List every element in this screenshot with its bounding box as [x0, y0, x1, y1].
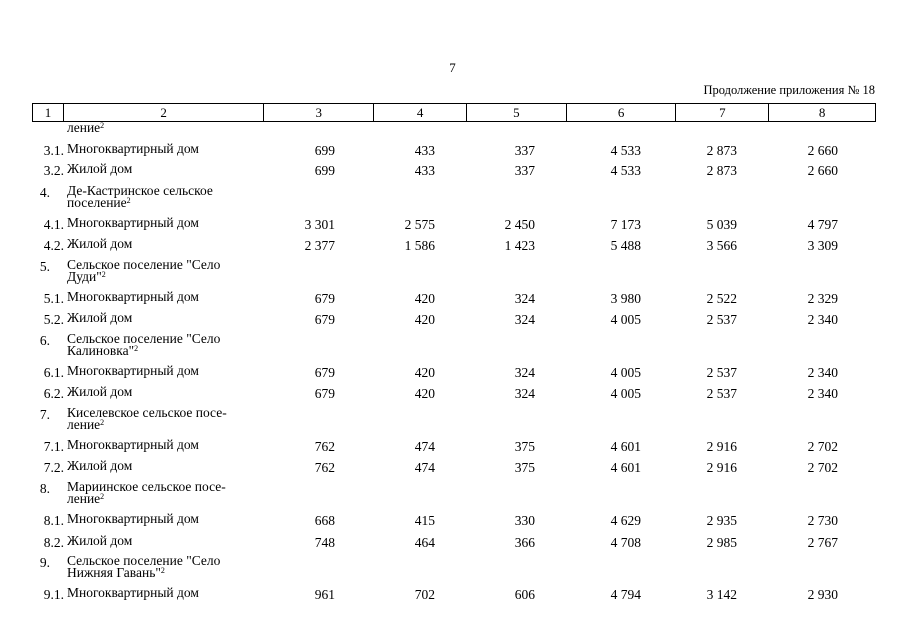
row-number: 5.2.	[43, 312, 64, 327]
value-col-8: 2 930	[807, 587, 838, 602]
row-name	[67, 333, 257, 357]
footnote-marker: 2	[100, 492, 105, 501]
row-number: 8.	[39, 481, 50, 496]
value-col-6: 4 005	[610, 312, 641, 327]
row-name-text: Жилой дом	[67, 310, 133, 325]
footnote-marker: 2	[100, 418, 105, 427]
row-name-text: Многоквартирный дом	[67, 289, 199, 304]
row-name	[67, 259, 257, 283]
footnote-marker: 2	[100, 121, 105, 130]
value-col-4: 420	[414, 291, 435, 306]
row-number: 4.	[39, 185, 50, 200]
row-number: 8.2.	[43, 535, 64, 550]
value-col-5: 337	[514, 163, 535, 178]
row-number: 5.1.	[43, 291, 64, 306]
value-col-8: 2 767	[807, 535, 838, 550]
row-name-text: Жилой дом	[67, 236, 133, 251]
header-cell-3: 3	[263, 104, 373, 121]
row-name	[67, 217, 257, 229]
row-number: 9.	[39, 555, 50, 570]
footnote-marker: 2	[101, 270, 106, 279]
row-name-text: Жилой дом	[67, 384, 133, 399]
value-col-7: 2 522	[706, 291, 737, 306]
value-col-7: 2 916	[706, 439, 737, 454]
value-col-7: 2 537	[706, 365, 737, 380]
value-col-8: 2 340	[807, 312, 838, 327]
row-name	[67, 312, 257, 324]
row-number: 3.2.	[43, 163, 64, 178]
row-name	[67, 291, 257, 303]
row-name-line: Де-Кастринское сельское	[67, 183, 213, 198]
value-col-3: 699	[314, 163, 335, 178]
value-col-7: 2 873	[706, 143, 737, 158]
value-col-6: 4 533	[610, 163, 641, 178]
value-col-5: 324	[514, 312, 535, 327]
value-col-6: 4 794	[610, 587, 641, 602]
header-cell-5: 5	[466, 104, 566, 121]
value-col-8: 2 702	[807, 439, 838, 454]
footnote-marker: 2	[134, 344, 139, 353]
row-name-line: ление	[67, 417, 101, 432]
row-name-text: Многоквартирный дом	[67, 215, 199, 230]
row-number: 6.	[39, 333, 50, 348]
value-col-5: 330	[514, 513, 535, 528]
row-name-line: поселение	[67, 195, 127, 210]
value-col-4: 2 575	[404, 217, 435, 232]
value-col-8: 2 329	[807, 291, 838, 306]
value-col-4: 420	[414, 386, 435, 401]
value-col-3: 3 301	[304, 217, 335, 232]
row-name	[67, 460, 257, 472]
row-name	[67, 386, 257, 398]
row-name-line: Киселевское сельское посе-	[67, 405, 227, 420]
row-name-text: Многоквартирный дом	[67, 141, 199, 156]
value-col-6: 7 173	[610, 217, 641, 232]
header-cell-8: 8	[768, 104, 875, 121]
value-col-3: 668	[314, 513, 335, 528]
value-col-3: 679	[314, 386, 335, 401]
value-col-6: 4 601	[610, 439, 641, 454]
row-name	[67, 439, 257, 451]
page-number: 7	[449, 60, 456, 75]
value-col-5: 375	[514, 460, 535, 475]
value-col-5: 2 450	[504, 217, 535, 232]
row-name-line: Мариинское сельское посе-	[67, 479, 226, 494]
row-name-text: Многоквартирный дом	[67, 585, 199, 600]
value-col-3: 699	[314, 143, 335, 158]
value-col-6: 4 629	[610, 513, 641, 528]
value-col-4: 415	[414, 513, 435, 528]
value-col-3: 679	[314, 291, 335, 306]
value-col-3: 762	[314, 439, 335, 454]
value-col-5: 366	[514, 535, 535, 550]
value-col-7: 5 039	[706, 217, 737, 232]
row-name-text: Многоквартирный дом	[67, 511, 199, 526]
value-col-8: 3 309	[807, 238, 838, 253]
value-col-5: 324	[514, 365, 535, 380]
row-name-text: Многоквартирный дом	[67, 363, 199, 378]
row-name	[67, 163, 257, 175]
value-col-3: 748	[314, 535, 335, 550]
header-cell-4: 4	[373, 104, 466, 121]
value-col-8: 2 340	[807, 365, 838, 380]
value-col-4: 474	[414, 439, 435, 454]
value-col-5: 606	[514, 587, 535, 602]
header-cell-7: 7	[675, 104, 768, 121]
row-name	[67, 238, 257, 250]
value-col-6: 4 533	[610, 143, 641, 158]
value-col-5: 1 423	[504, 238, 535, 253]
value-col-7: 2 873	[706, 163, 737, 178]
row-name	[67, 587, 257, 599]
value-col-4: 464	[414, 535, 435, 550]
value-col-4: 433	[414, 143, 435, 158]
row-number: 7.	[39, 407, 50, 422]
value-col-4: 420	[414, 365, 435, 380]
value-col-3: 2 377	[304, 238, 335, 253]
value-col-3: 679	[314, 365, 335, 380]
value-col-8: 2 730	[807, 513, 838, 528]
value-col-5: 337	[514, 143, 535, 158]
row-number: 8.1.	[43, 513, 64, 528]
value-col-7: 2 935	[706, 513, 737, 528]
value-col-4: 433	[414, 163, 435, 178]
value-col-7: 3 566	[706, 238, 737, 253]
continuation-label: Продолжение приложения № 18	[703, 83, 875, 97]
value-col-8: 2 660	[807, 163, 838, 178]
row-name	[67, 365, 257, 377]
row-name	[67, 513, 257, 525]
footnote-marker: 2	[160, 566, 165, 575]
value-col-4: 1 586	[404, 238, 435, 253]
value-col-4: 474	[414, 460, 435, 475]
footnote-marker: 2	[126, 196, 131, 205]
row-number: 7.1.	[43, 439, 64, 454]
row-name	[67, 555, 257, 579]
value-col-8: 2 660	[807, 143, 838, 158]
row-number: 6.1.	[43, 365, 64, 380]
value-col-5: 375	[514, 439, 535, 454]
row-name	[67, 143, 257, 155]
row-name-line: Нижняя Гавань"	[67, 565, 161, 580]
row-name	[67, 481, 257, 505]
value-col-5: 324	[514, 386, 535, 401]
value-col-7: 2 537	[706, 386, 737, 401]
row-number: 6.2.	[43, 386, 64, 401]
header-cell-2: 2	[63, 104, 264, 121]
value-col-8: 2 340	[807, 386, 838, 401]
row-name-text: Жилой дом	[67, 533, 133, 548]
row-number: 5.	[39, 259, 50, 274]
value-col-3: 961	[314, 587, 335, 602]
header-cell-6: 6	[566, 104, 676, 121]
header-cell-1: 1	[44, 104, 52, 120]
row-name-line: Сельское поселение "Село	[67, 553, 221, 568]
value-col-4: 420	[414, 312, 435, 327]
row-name	[67, 535, 257, 547]
value-col-6: 4 601	[610, 460, 641, 475]
row-name-line: Дуди"	[67, 269, 102, 284]
value-col-4: 702	[414, 587, 435, 602]
value-col-7: 2 916	[706, 460, 737, 475]
value-col-6: 4 708	[610, 535, 641, 550]
value-col-3: 679	[314, 312, 335, 327]
value-col-7: 2 985	[706, 535, 737, 550]
value-col-6: 4 005	[610, 386, 641, 401]
row-number: 9.1.	[43, 587, 64, 602]
row-number: 4.2.	[43, 238, 64, 253]
row-name-line: Калиновка"	[67, 343, 135, 358]
row-name	[67, 185, 257, 209]
table-header	[32, 103, 876, 122]
row-name-text: Многоквартирный дом	[67, 437, 199, 452]
value-col-6: 5 488	[610, 238, 641, 253]
row-number: 7.2.	[43, 460, 64, 475]
row-number: 3.1.	[43, 143, 64, 158]
value-col-5: 324	[514, 291, 535, 306]
value-col-7: 3 142	[706, 587, 737, 602]
value-col-6: 3 980	[610, 291, 641, 306]
row-name	[67, 122, 257, 134]
row-number: 4.1.	[43, 217, 64, 232]
row-name-line: ление	[67, 491, 101, 506]
row-name-line: Сельское поселение "Село	[67, 331, 221, 346]
value-col-3: 762	[314, 460, 335, 475]
value-col-8: 2 702	[807, 460, 838, 475]
value-col-7: 2 537	[706, 312, 737, 327]
row-name-text: Жилой дом	[67, 458, 133, 473]
row-name	[67, 407, 257, 431]
value-col-8: 4 797	[807, 217, 838, 232]
row-name-text: Жилой дом	[67, 161, 133, 176]
row-name-text: ление	[67, 120, 101, 135]
value-col-6: 4 005	[610, 365, 641, 380]
row-name-line: Сельское поселение "Село	[67, 257, 221, 272]
